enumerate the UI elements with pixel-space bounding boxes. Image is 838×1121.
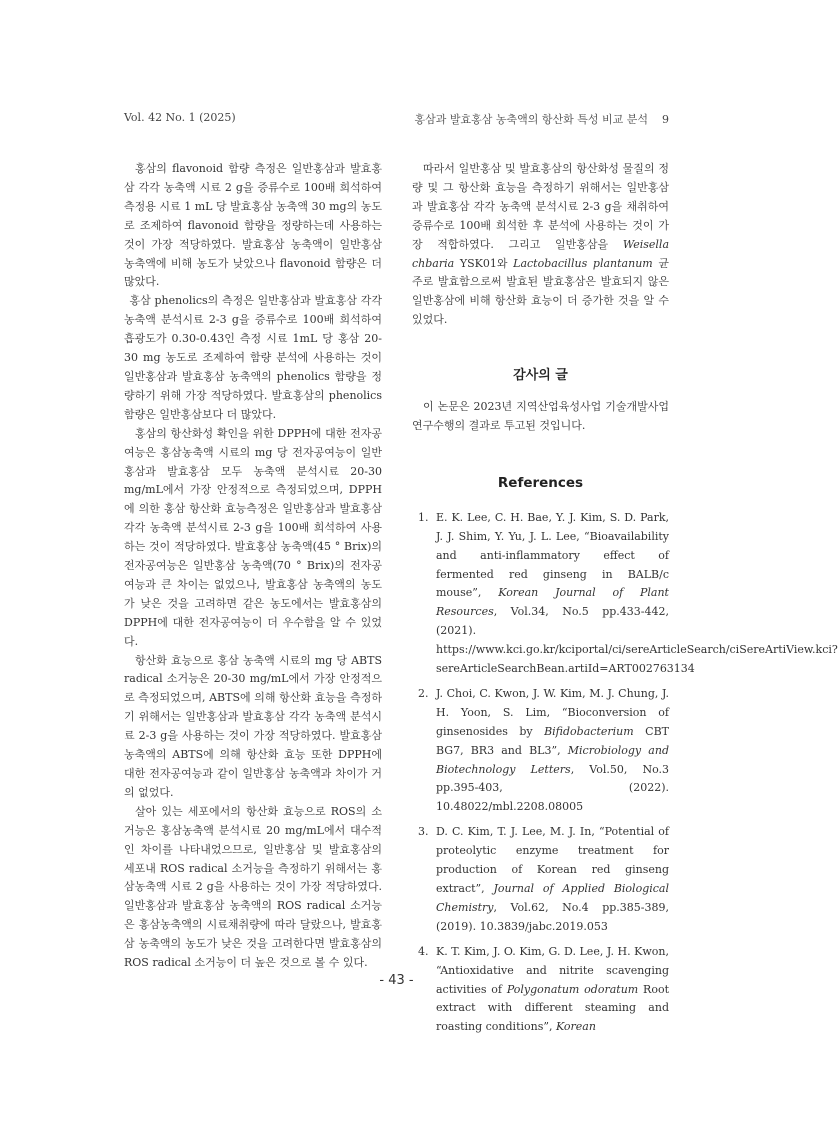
reference-item [412, 823, 669, 936]
reference-species: Bifidobacterium [544, 724, 634, 738]
reference-species: Polygonatum odoratum [506, 982, 639, 996]
acknowledgement-text: 이 논문은 2023년 지역산업육성사업 기술개발사업 연구수행의 결과로 투고된 것입니다. [412, 400, 669, 432]
reference-journal: Journal of Applied Biological Chemistry [436, 882, 669, 914]
paragraph-abts: 항산화 효능으로 홍삼 농축액 시료의 mg 당 ABTS radical 소거능은 20-30 mg/mL에서 가장 안정적으로 측정되었으며, ABTS에 의해 항산화 효능을 측정하기 위해서는 일반홍삼과 발효홍삼 각각 농축액 분석시료 2-3 g을 사용하는 것이 가장 적당하였다. 발효홍삼 농축액의 ABTS에 의해 항산화 효능 또한 DPPH에 대한 전자공여능과 같이 일반홍삼 농축액과 차이가 거의 없었다. [124, 653, 382, 799]
conclusion-text-3: 균주로 발효함으로써 발효된 발효홍삼은 발효되지 않은 일반홍삼에 비해 항산화 효능이 더 증가한 것을 알 수 있었다. [412, 256, 670, 327]
reference-number: 4. [418, 944, 429, 958]
reference-text: J. Choi, C. Kwon, J. W. Kim, M. J. Chung, J. H. Yoon, S. Lim, “Bioconversion of ginsenosides by [436, 686, 669, 738]
reference-journal: Korean [555, 1020, 596, 1034]
conclusion-text-1: 따라서 일반홍삼 및 발효홍삼의 항산화성 물질의 정량 및 그 항산화 효능을 측정하기 위해서는 일반홍삼과 발효홍삼 각각 농축액 분석시료 2-3 g을 채취하여 증류수로 100배 희석한 후 분석에 사용하는 것이 가장 적합하였다. 그리고 일반홍삼을 [412, 162, 669, 251]
reference-journal: Korean Journal of Plant Resources [436, 586, 669, 619]
reference-text: K. T. Kim, J. O. Kim, G. D. Lee, J. H. Kwon, “Antioxidative and nitrite scavenging activities of [436, 944, 669, 996]
paragraph-phenolics: 홍삼 phenolics의 측정은 일반홍삼과 발효홍삼 각각 농축액 분석시료 2-3 g을 증류수로 100배 희석하여 흡광도가 0.30-0.43인 측정 시료 1mL 당 홍삼 20-30 mg 농도로 조제하여 함량 분석에 사용하는 것이 일반홍삼과 발효홍삼 농축액의 phenolics 함량을 정량하기 위해 가장 적당하였다. 발효홍삼의 phenolics 함량은 일반홍삼보다 더 많았다. [124, 294, 382, 421]
reference-number: 1. [418, 510, 429, 524]
reference-item [412, 509, 838, 679]
header-page-number: 9 [662, 113, 669, 126]
reference-details: , Vol.34, No.5 pp.433-442, (2021). https://www.kci.go.kr/kciportal/ci/sereArticleSearch/ciSereArtiView.kci?sereArticleSearchBean.artiId=ART002763134 [436, 605, 838, 676]
reference-text: D. C. Kim, T. J. Lee, M. J. In, “Potential of proteolytic enzyme treatment for production of Korean red ginseng extract”, [436, 825, 669, 895]
running-header-title [415, 111, 670, 127]
reference-text-mid: CBT BG7, BR3 and BL3”, [436, 724, 669, 757]
right-column [412, 160, 838, 1043]
paragraph-flavonoid: 홍삼의 flavonoid 함량 측정은 일반홍삼과 발효홍삼 각각 농축액 시료 2 g을 증류수로 100배 희석하여 측정용 시료 1 mL 당 발효홍삼 농축액 30 mg의 농도로 조제하여 flavonoid 함량을 정량하는데 사용하는 것이 가장 적당하였다. 발효홍삼 농축액이 일반홍삼 농축액에 비해 농도가 낮았으나 flavonoid 함량은 더 많았다. [124, 162, 382, 289]
reference-item [412, 943, 669, 1038]
reference-number: 2. [418, 686, 429, 700]
acknowledgement-heading: 감사의 글 [513, 368, 568, 384]
conclusion-text-2: YSK01와 [454, 256, 514, 270]
running-title: 홍삼과 발효홍삼 농축액의 항산화 특성 비교 분석 [414, 113, 648, 126]
page-footer-number: - 43 - [379, 973, 414, 988]
reference-journal: Microbiology and Biotechnology Letters [436, 743, 669, 776]
reference-details: , Vol.50, No.3 pp.395-403, (2022). 10.48022/mbl.2208.08005 [436, 762, 669, 814]
paragraph-dpph: 홍삼의 항산화성 확인을 위한 DPPH에 대한 전자공여능은 홍삼농축액 시료의 mg 당 전자공여능이 일반홍삼과 발효홍삼 모두 농축액 분석시료 20-30 mg/mL에서 가장 안정적으로 측정되었으며, DPPH에 의한 홍삼 항산화 효능측정은 일반홍삼과 발효홍삼 각각 농축액 분석시료 2-3 g을 100배 희석하여 사용하는 것이 적당하였다. 발효홍삼 농축액(45 ° Brix)의 전자공여능은 일반홍삼 농축액(70 ° Brix)의 전자공여능과 큰 차이는 없었으나, 발효홍삼 농축액의 농도가 낮은 것을 고려하면 같은 농도에서는 발효홍삼의 DPPH에 대한 전자공여능이 더 우수함을 알 수 있었다. [124, 426, 382, 648]
reference-details: , Vol.62, No.4 pp.385-389, (2019). 10.3839/jabc.2019.053 [436, 900, 669, 933]
reference-list [412, 509, 838, 1037]
reference-item [412, 685, 669, 817]
left-column [124, 160, 382, 973]
paragraph-conclusion [412, 160, 669, 330]
running-header-volume: Vol. 42 No. 1 (2025) [124, 111, 236, 124]
reference-text: E. K. Lee, C. H. Bae, Y. J. Kim, S. D. Park, J. J. Shim, Y. Yu, J. L. Lee, “Bioavailability and anti-inflammatory effect of fermented red ginseng in BALB/c mouse”, [436, 510, 669, 600]
reference-number: 3. [418, 825, 429, 839]
species-name-weisella: Weisella chbaria [412, 237, 669, 270]
references-heading: References [497, 474, 584, 491]
paragraph-ros: 살아 있는 세포에서의 항산화 효능으로 ROS의 소거능은 홍삼농축액 분석시료 20 mg/mL에서 대수적인 차이를 나타내었으므로, 일반홍삼 및 발효홍삼의 세포내 ROS radical 소거능을 측정하기 위해서는 홍삼농축액 시료 2 g을 사용하는 것이 가장 적당하였다. 일반홍삼과 발효홍삼 농축액의 ROS radical 소거능은 홍삼농축액의 시료채취량에 따라 달랐으나, 발효홍삼 농축액의 농도가 낮은 것을 고려한다면 발효홍삼의 ROS radical 소거능이 더 높은 것으로 볼 수 있다. [124, 804, 382, 970]
species-name-lactobacillus: Lactobacillus plantanum [513, 256, 653, 270]
reference-text-mid: Root extract with different steaming and roasting conditions”, [436, 982, 669, 1034]
